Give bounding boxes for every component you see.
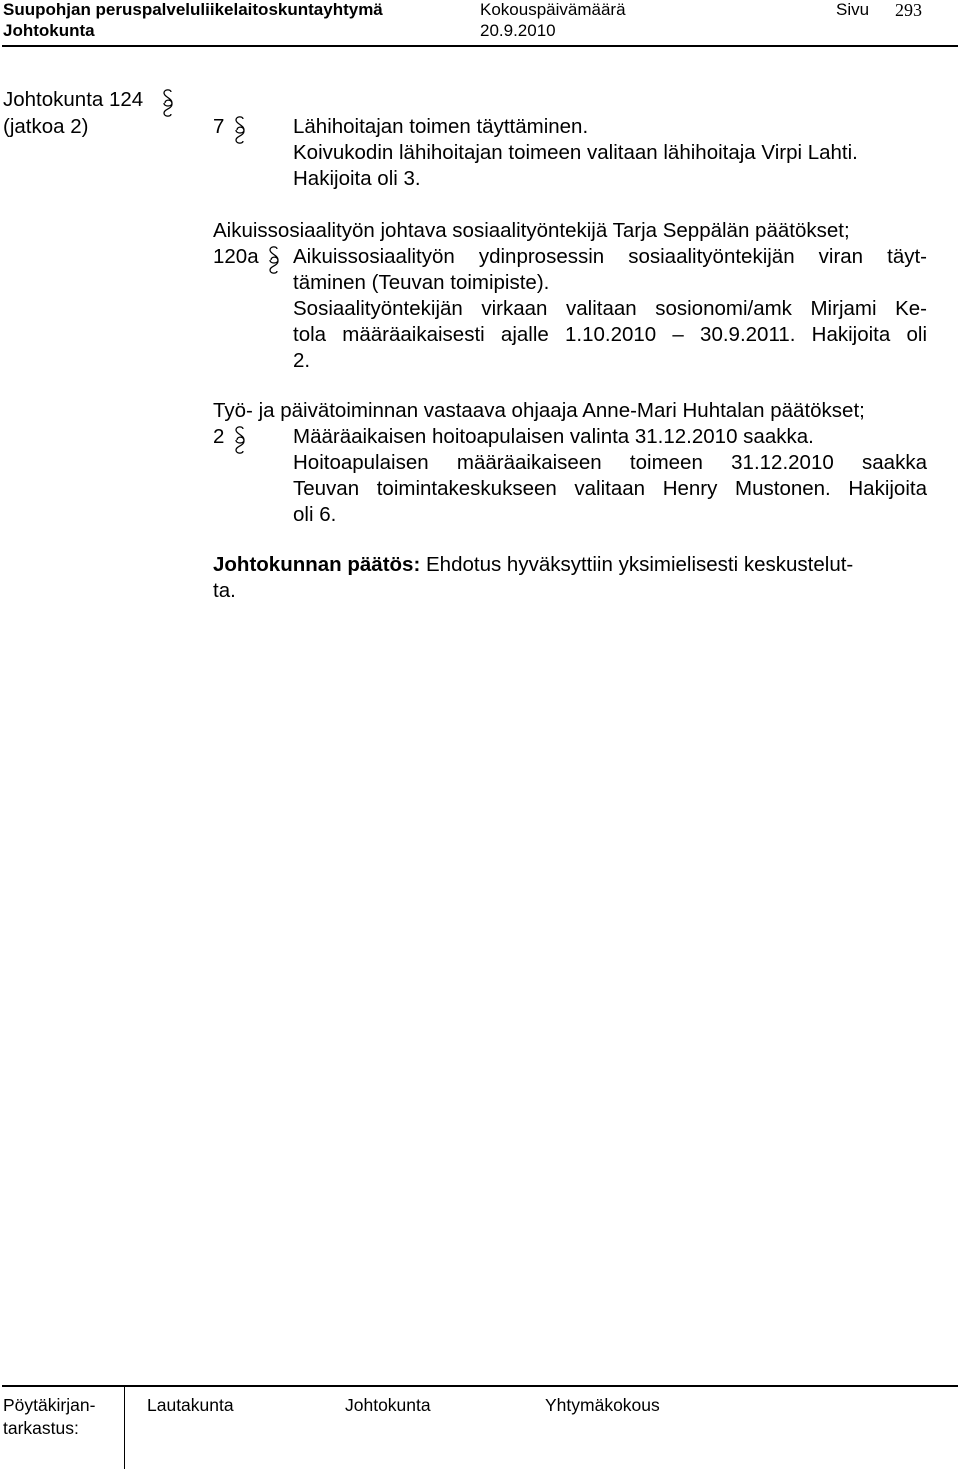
decision-text-line: oli 6.	[293, 503, 337, 526]
decision-text-line: Koivukodin lähihoitajan toimeen valitaan lähihoitaja Virpi Lahti.	[293, 141, 858, 164]
footer-rule	[2, 1385, 958, 1387]
meeting-date-label: Kokouspäivämäärä	[480, 0, 626, 19]
continuation-note: (jatkoa 2)	[3, 115, 89, 138]
decision-number: 2	[213, 425, 225, 448]
decision-number: 7	[213, 115, 225, 138]
review-label-line2: tarkastus:	[3, 1418, 79, 1438]
decision-text-line: 2.	[293, 349, 311, 372]
board-decision-label: Johtokunnan päätös:	[213, 553, 421, 576]
footer-joint-meeting-label: Yhtymäkokous	[545, 1395, 660, 1415]
board-decision	[213, 553, 853, 577]
board-decision-text: Ehdotus hyväksyttiin yksimielisesti keskustelut-	[426, 553, 854, 576]
body-name: Johtokunta	[3, 21, 95, 40]
decision-title-line: täminen (Teuvan toimipiste).	[293, 271, 550, 294]
footer-body-label: Johtokunta	[345, 1395, 431, 1415]
decision-text-line: Hakijoita oli 3.	[293, 167, 421, 190]
page-label: Sivu	[836, 0, 870, 19]
decision-title: Lähihoitajan toimen täyttäminen.	[293, 115, 589, 138]
body-reference: Johtokunta 124	[3, 88, 144, 111]
header-rule	[2, 45, 958, 47]
decision-title: Määräaikaisen hoitoapulaisen valinta 31.12.2010 saakka.	[293, 425, 814, 448]
review-label-line1: Pöytäkirjan-	[3, 1395, 96, 1415]
board-decision-text-continued: ta.	[213, 579, 236, 602]
decision-text-line: Teuvan toimintakeskukseen valitaan Henry Mustonen. Hakijoita	[293, 477, 927, 500]
footer-divider	[124, 1386, 125, 1469]
section-sign-icon	[233, 425, 247, 455]
decision-maker-heading: Aikuissosiaalityön johtava sosiaalityöntekijä Tarja Seppälän päätökset;	[213, 219, 850, 242]
decision-title-line: Aikuissosiaalityön ydinprosessin sosiaalityöntekijän viran täyt-	[293, 245, 927, 268]
section-sign-icon	[161, 88, 175, 118]
decision-text-line: tola määräaikaisesti ajalle 1.10.2010 – 30.9.2011. Hakijoita oli	[293, 323, 927, 346]
decision-text-line: Hoitoapulaisen määräaikaiseen toimeen 31.12.2010 saakka	[293, 451, 927, 474]
decision-maker-heading: Työ- ja päivätoiminnan vastaava ohjaaja Anne-Mari Huhtalan päätökset;	[213, 399, 865, 422]
footer-board-label: Lautakunta	[147, 1395, 234, 1415]
organization-name: Suupohjan peruspalveluliikelaitoskuntayhtymä	[3, 0, 383, 19]
section-sign-icon	[233, 115, 247, 145]
decision-text-line: Sosiaalityöntekijän virkaan valitaan sosionomi/amk Mirjami Ke-	[293, 297, 927, 320]
meeting-date: 20.9.2010	[480, 21, 556, 40]
page-number: 293	[895, 0, 922, 20]
section-sign-icon	[267, 245, 281, 275]
decision-number: 120a	[213, 245, 259, 268]
